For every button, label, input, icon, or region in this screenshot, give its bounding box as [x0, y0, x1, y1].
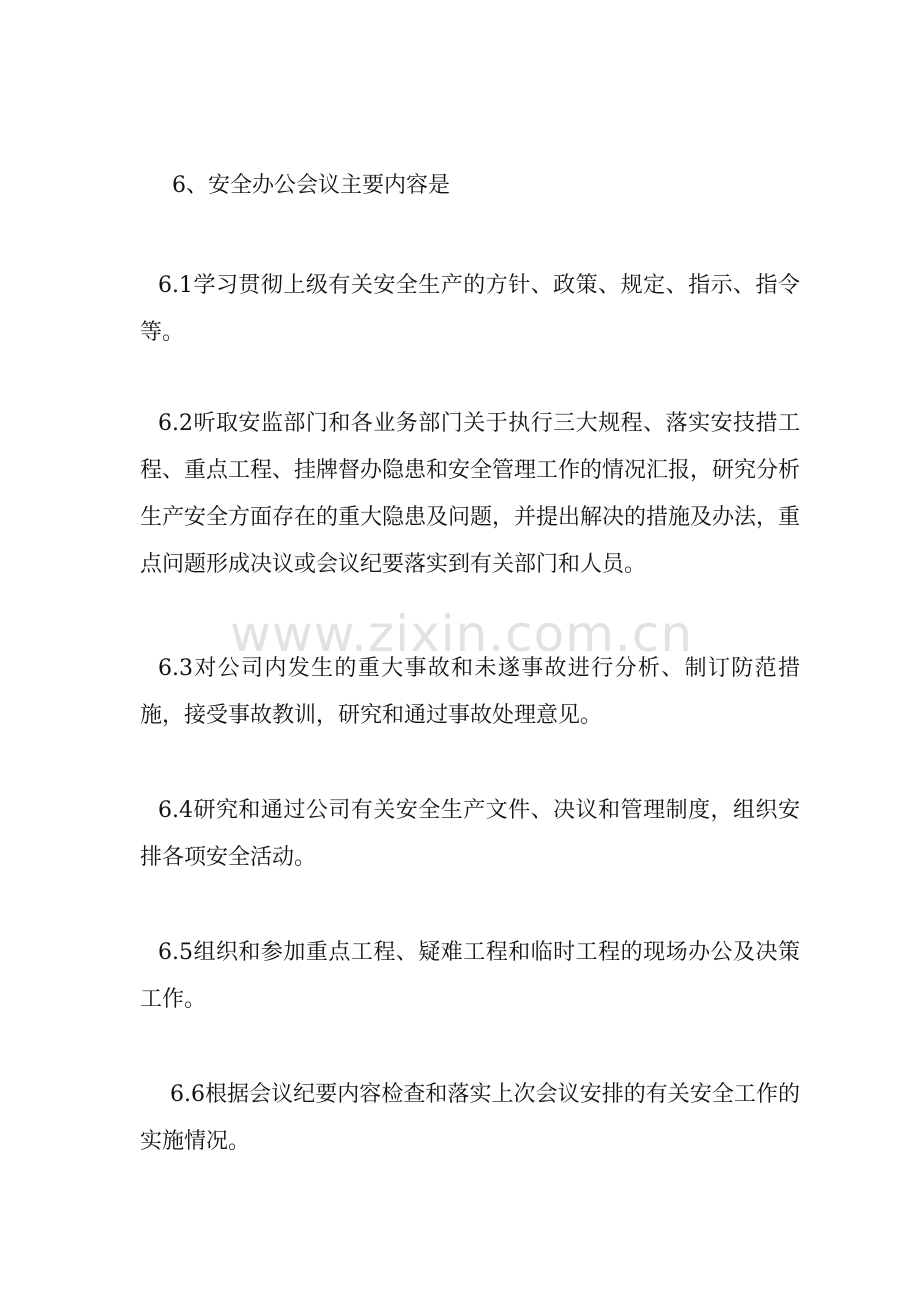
- paragraph-6-5: 6.5组织和参加重点工程、疑难工程和临时工程的现场办公及决策工作。: [140, 940, 800, 1012]
- paragraph-6-3: 6.3对公司内发生的重大事故和未遂事故进行分析、制订防范措施，接受事故教训，研究和通过事故处理意见。: [140, 656, 800, 728]
- paragraph-6-6: 6.6根据会议纪要内容检查和落实上次会议安排的有关安全工作的实施情况。: [140, 1082, 800, 1154]
- paragraph-6-1: 6.1学习贯彻上级有关安全生产的方针、政策、规定、指示、指令等。: [140, 273, 800, 345]
- paragraph-6-4: 6.4研究和通过公司有关安全生产文件、决议和管理制度，组织安排各项安全活动。: [140, 798, 800, 870]
- paragraph-6-2: 6.2听取安监部门和各业务部门关于执行三大规程、落实安技措工程、重点工程、挂牌督办隐患和安全管理工作的情况汇报，研究分析生产安全方面存在的重大隐患及问题，并提出解决的措施及办法，重点问题形成决议或会议纪要落实到有关部门和人员。: [140, 411, 801, 577]
- section-heading: 6、安全办公会议主要内容是: [172, 173, 450, 198]
- watermark: www.zixin.com.cn: [230, 605, 694, 663]
